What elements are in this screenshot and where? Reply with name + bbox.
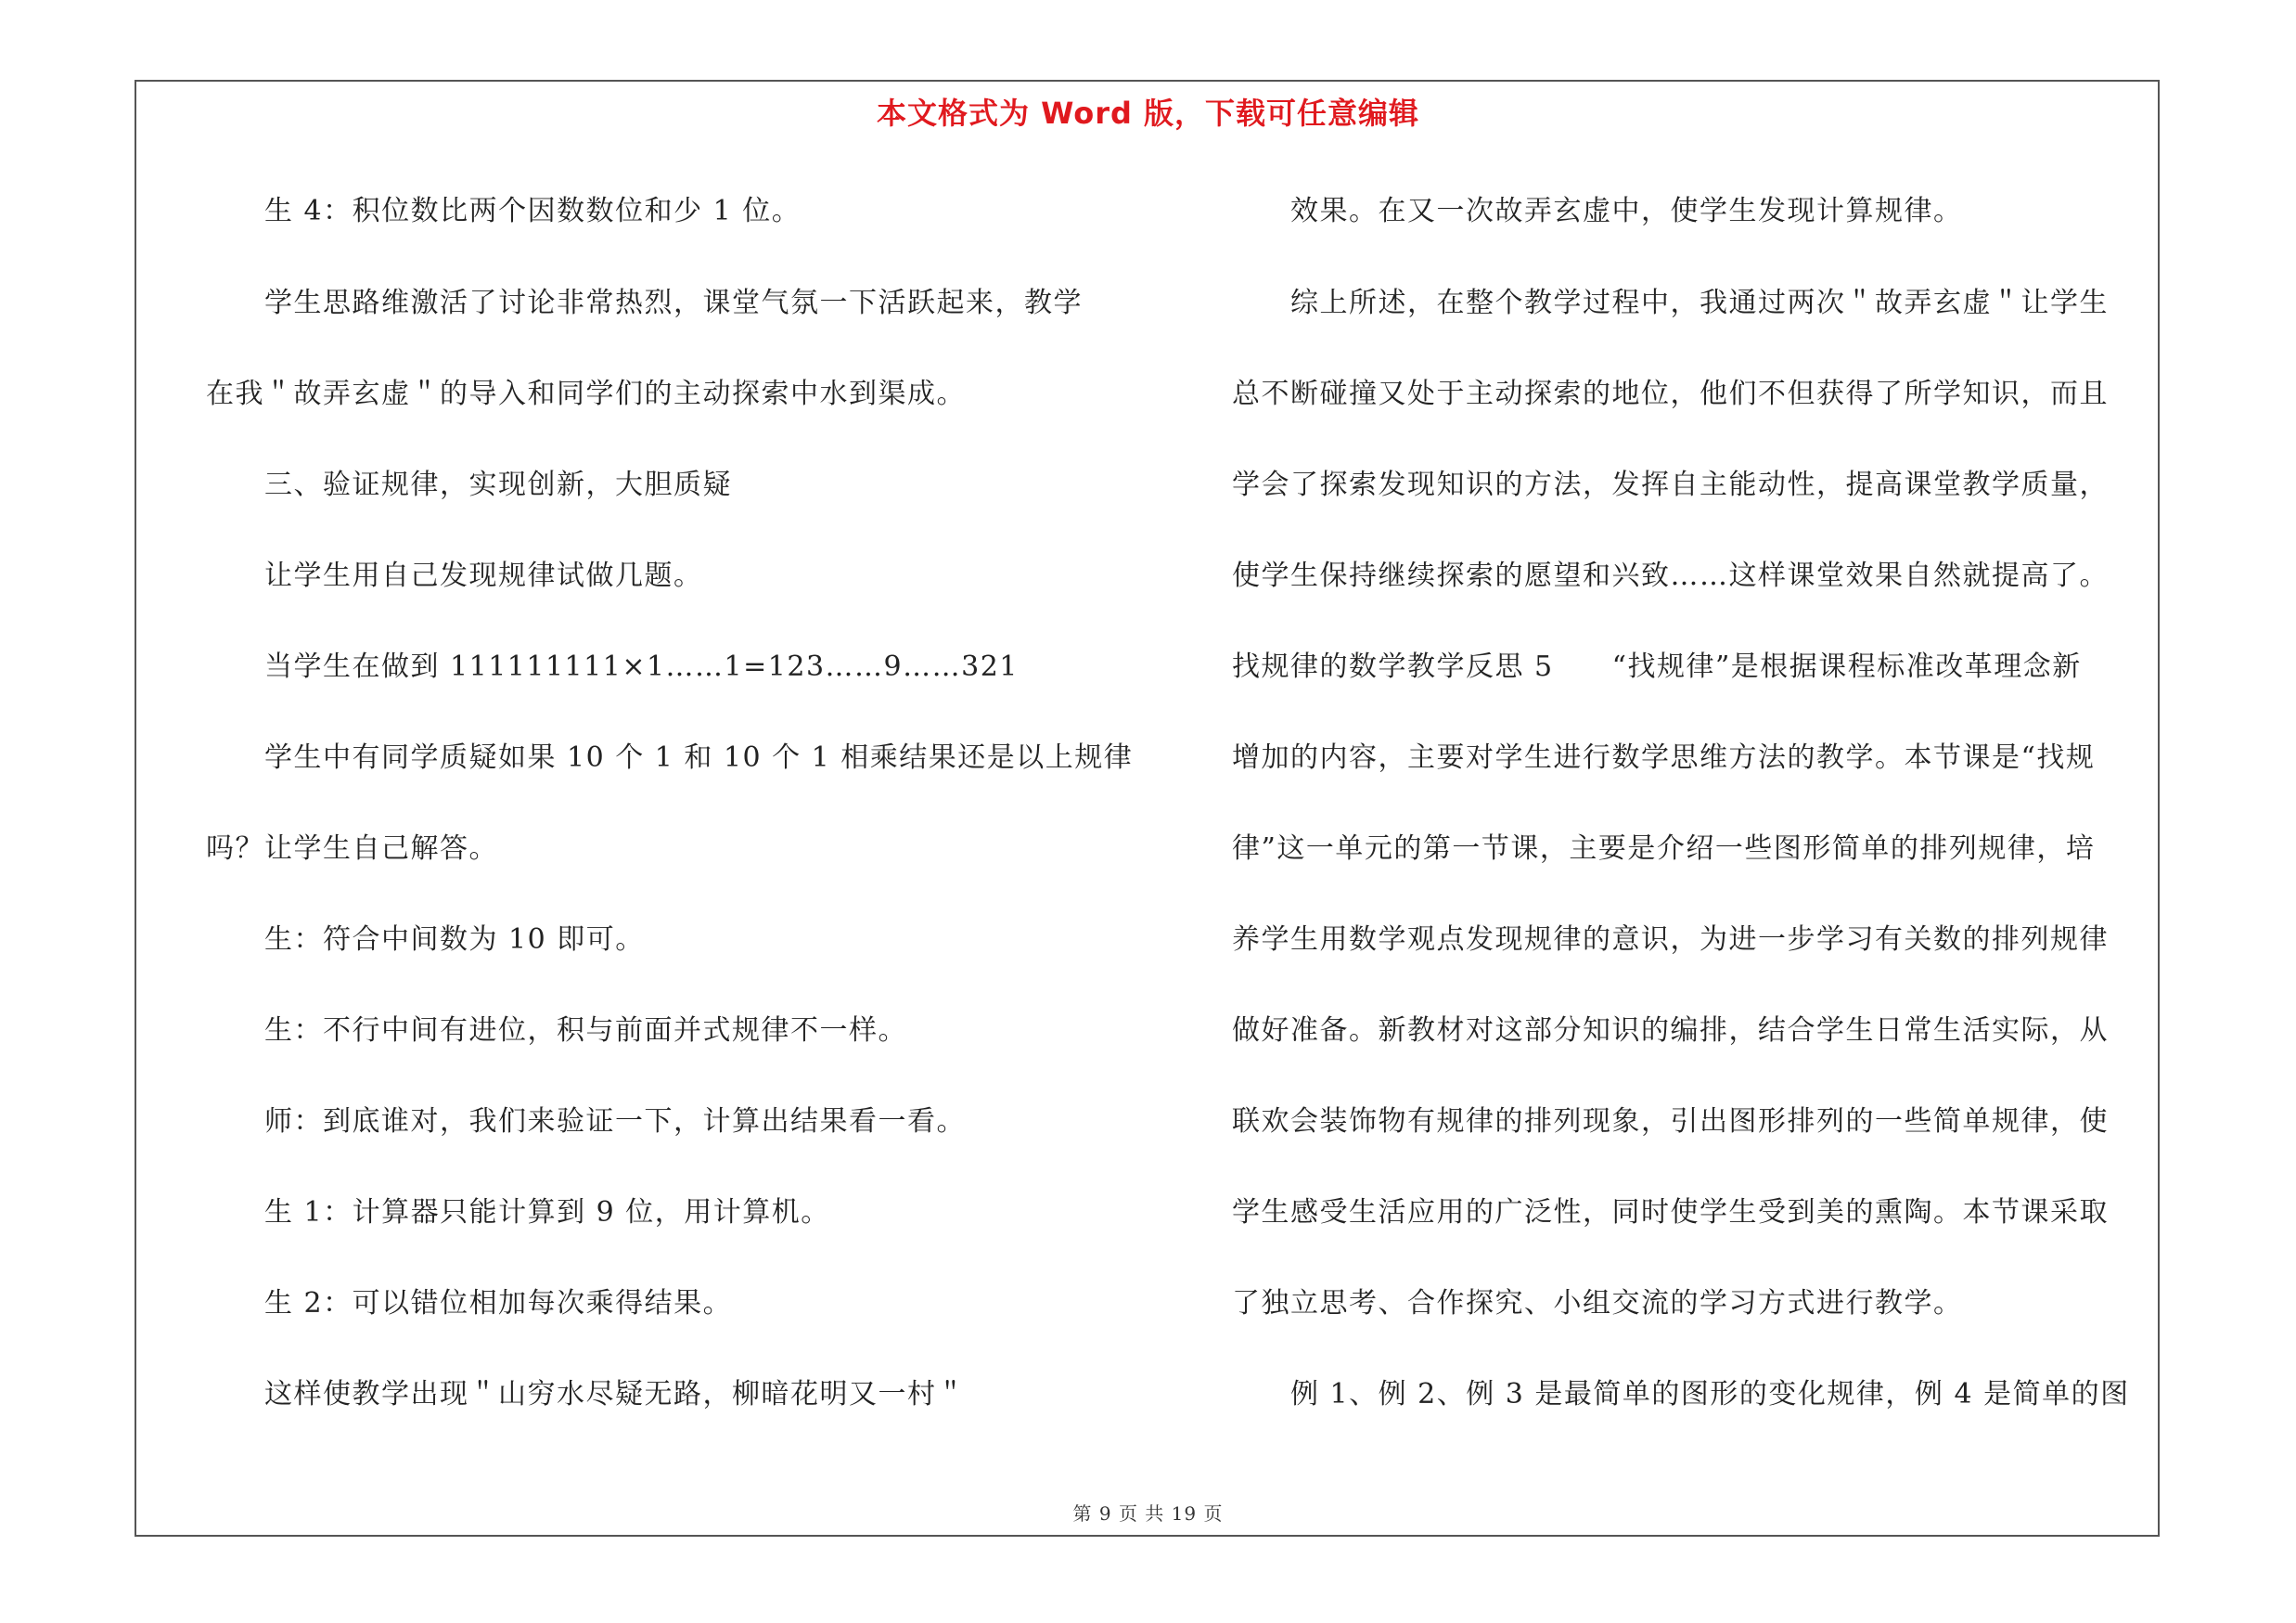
text-line: 学会了探索发现知识的方法，发挥自主能动性，提高课堂教学质量， (1232, 469, 2109, 501)
text-line: 养学生用数学观点发现规律的意识，为进一步学习有关数的排列规律 (1232, 923, 2109, 956)
text-line: 律”这一单元的第一节课，主要是介绍一些图形简单的排列规律，培 (1232, 832, 2096, 865)
text-line: 师：到底谁对，我们来验证一下，计算出结果看一看。 (206, 1105, 966, 1138)
text-line: 效果。在又一次故弄玄虚中，使学生发现计算规律。 (1232, 195, 1963, 227)
text-line: 吗？让学生自己解答。 (206, 832, 498, 865)
text-line: 三、验证规律，实现创新，大胆质疑 (206, 469, 732, 501)
text-line: 让学生用自己发现规律试做几题。 (206, 560, 703, 592)
text-line: 这样使教学出现＂山穷水尽疑无路，柳暗花明又一村＂ (206, 1378, 966, 1410)
format-banner: 本文格式为 Word 版，下载可任意编辑 (876, 96, 1420, 131)
text-line: 生：符合中间数为 10 即可。 (206, 923, 645, 956)
text-line: 生：不行中间有进位，积与前面并式规律不一样。 (206, 1014, 907, 1047)
text-line: 生 4：积位数比两个因数数位和少 1 位。 (206, 195, 802, 227)
text-line: 找规律的数学教学反思 5 “找规律”是根据课程标准改革理念新 (1232, 650, 2082, 683)
text-line: 生 1：计算器只能计算到 9 位，用计算机。 (206, 1196, 830, 1229)
text-line: 学生思路维激活了讨论非常热烈，课堂气氛一下活跃起来，教学 (206, 287, 1083, 319)
text-line: 生 2：可以错位相加每次乘得结果。 (206, 1287, 733, 1320)
text-line: 学生中有同学质疑如果 10 个 1 和 10 个 1 相乘结果还是以上规律 (206, 741, 1134, 774)
text-line: 例 1、例 2、例 3 是最简单的图形的变化规律，例 4 是简单的图 (1232, 1378, 2130, 1410)
text-line: 学生感受生活应用的广泛性，同时使学生受到美的熏陶。本节课采取 (1232, 1196, 2109, 1229)
text-line: 当学生在做到 111111111×1……1=123……9……321 (206, 650, 1019, 683)
text-line: 做好准备。新教材对这部分知识的编排，结合学生日常生活实际，从 (1232, 1014, 2109, 1047)
text-line: 增加的内容，主要对学生进行数学思维方法的教学。本节课是“找规 (1232, 741, 2096, 774)
text-line: 使学生保持继续探索的愿望和兴致……这样课堂效果自然就提高了。 (1232, 560, 2109, 592)
text-line: 在我＂故弄玄虚＂的导入和同学们的主动探索中水到渠成。 (206, 378, 966, 410)
text-line: 综上所述，在整个教学过程中，我通过两次＂故弄玄虚＂让学生 (1232, 287, 2109, 319)
page-number: 第 9 页 共 19 页 (1072, 1502, 1224, 1525)
text-line: 了独立思考、合作探究、小组交流的学习方式进行教学。 (1232, 1287, 1963, 1320)
text-line: 总不断碰撞又处于主动探索的地位，他们不但获得了所学知识，而且 (1232, 378, 2109, 410)
text-line: 联欢会装饰物有规律的排列现象，引出图形排列的一些简单规律，使 (1232, 1105, 2109, 1138)
